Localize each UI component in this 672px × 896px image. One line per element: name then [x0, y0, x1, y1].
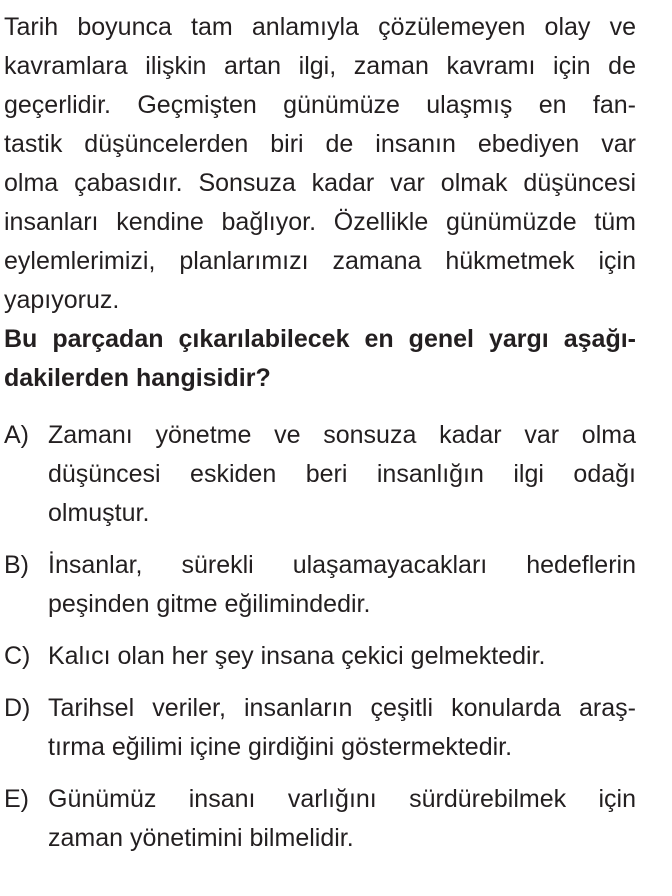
answer-options	[4, 416, 636, 858]
option-letter: A)	[4, 421, 29, 449]
option-letter: B)	[4, 551, 29, 579]
option-text-line: Zamanı yönetme ve sonsuza kadar var olma	[48, 421, 636, 449]
option-text-line: İnsanlar, sürekli ulaşamayacakları hedeflerin	[48, 551, 636, 579]
option-text-line: olmuştur.	[48, 499, 150, 527]
option-d[interactable]	[4, 689, 636, 767]
option-text-line: Günümüz insanı varlığını sürdürebilmek için	[48, 785, 636, 813]
option-text-line: Kalıcı olan her şey insana çekici gelmektedir.	[48, 642, 546, 670]
option-e[interactable]	[4, 780, 636, 858]
passage-line: insanları kendine bağlıyor. Özellikle günümüzde tüm	[4, 208, 636, 236]
option-a[interactable]	[4, 416, 636, 533]
question-line: Bu parçadan çıkarılabilecek en genel yargı aşağı-	[4, 325, 636, 353]
passage-line: kavramlara ilişkin artan ilgi, zaman kavramı için de	[4, 52, 636, 80]
passage-line: olma çabasıdır. Sonsuza kadar var olmak düşüncesi	[4, 169, 636, 197]
option-letter: C)	[4, 642, 31, 670]
option-text-line: zaman yönetimini bilmelidir.	[48, 824, 354, 852]
option-letter: E)	[4, 785, 29, 813]
passage-line: tastik düşüncelerden biri de insanın ebediyen var	[4, 130, 636, 158]
question-line: dakilerden hangisidir?	[4, 364, 271, 392]
passage-line: yapıyoruz.	[4, 286, 120, 314]
passage-line: Tarih boyunca tam anlamıyla çözülemeyen olay ve	[4, 13, 636, 41]
question-page	[4, 8, 636, 871]
question-stem	[4, 320, 636, 398]
option-text-line: peşinden gitme eğilimindedir.	[48, 590, 371, 618]
option-letter: D)	[4, 694, 31, 722]
passage	[4, 8, 636, 320]
option-text-line: tırma eğilimi içine girdiğini göstermektedir.	[48, 733, 513, 761]
passage-line: geçerlidir. Geçmişten günümüze ulaşmış en fan-	[4, 91, 636, 119]
option-text-line: Tarihsel veriler, insanların çeşitli konularda araş-	[48, 694, 636, 722]
passage-line: eylemlerimizi, planlarımızı zamana hükmetmek için	[4, 247, 636, 275]
option-text-line: düşüncesi eskiden beri insanlığın ilgi odağı	[48, 460, 636, 488]
option-c[interactable]	[4, 637, 636, 676]
option-b[interactable]	[4, 546, 636, 624]
